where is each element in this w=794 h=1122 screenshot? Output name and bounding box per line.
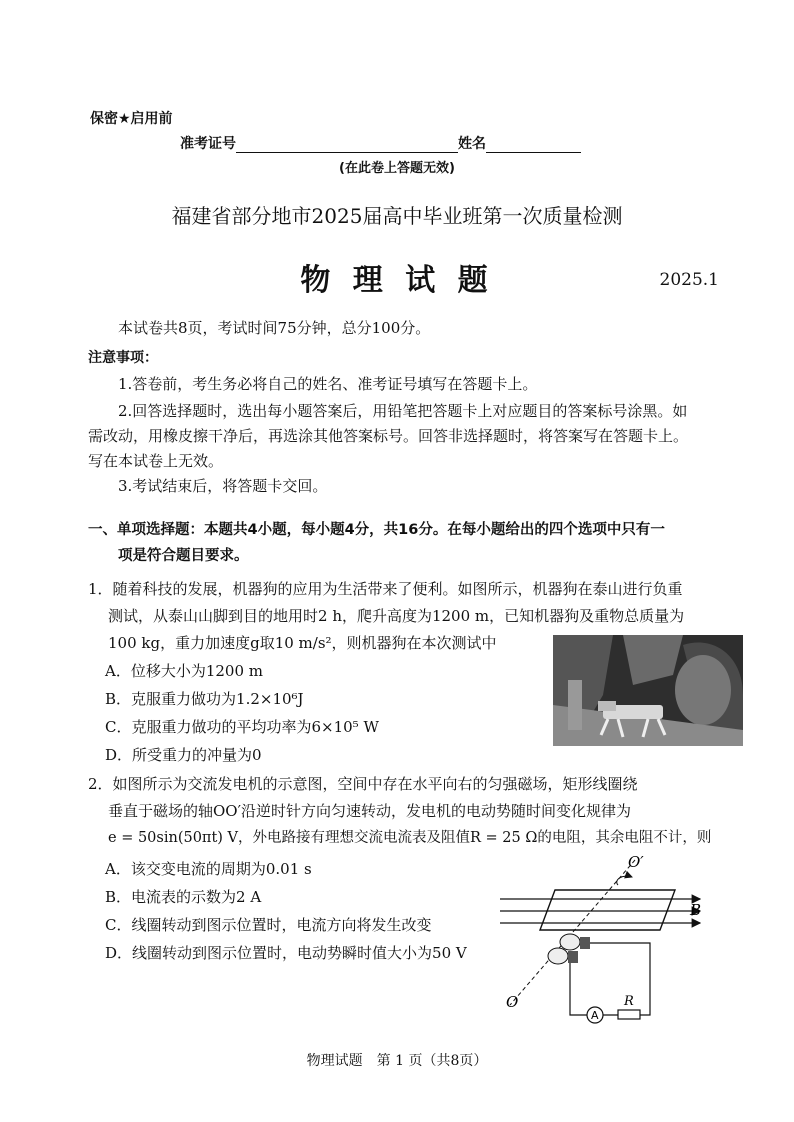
q2-stem-line3: e = 50sin(50πt) V，外电路接有理想交流电流表及阻值R = 25 Ω的电阻，其余电阻不计，则 [108, 830, 712, 846]
slip-ring-upper [560, 934, 580, 950]
q1-option-a: A．位移大小为1200 m [105, 662, 263, 680]
candidate-info-line [180, 133, 581, 153]
ammeter-label: A [591, 1009, 599, 1022]
q1-stem-line1: 1．随着科技的发展，机器狗的应用为生活带来了便利。如图所示，机器狗在泰山进行负重 [88, 580, 683, 598]
exam-title: 福建省部分地市2025届高中毕业班第一次质量检测 [171, 204, 623, 228]
field-label-b: B [690, 901, 702, 919]
confidential-label: 保密★启用前 [90, 111, 173, 127]
ticket-number-label: 准考证号 [180, 136, 236, 152]
rotation-arrow [617, 876, 632, 885]
note-item-1: 1.答卷前，考生务必将自己的姓名、准考证号填写在答题卡上。 [118, 375, 538, 393]
coil-rectangle [540, 890, 675, 930]
q2-option-d: D．线圈转动到图示位置时，电动势瞬时值大小为50 V [105, 944, 467, 962]
brush-upper [580, 937, 590, 949]
section-heading: 一、单项选择题：本题共4小题，每小题4分，共16分。在每小题给出的四个选项中只有一 [88, 522, 665, 538]
q2-option-b: B．电流表的示数为2 A [105, 888, 262, 906]
name-blank [486, 136, 581, 153]
robot-dog-photo [553, 635, 743, 746]
slip-ring-lower [548, 948, 568, 964]
axis-label-o: O [506, 993, 519, 1011]
brush-lower [568, 951, 578, 963]
note-item-2a: 2.回答选择题时，选出每小题答案后，用铅笔把答题卡上对应题目的答案标号涂黑。如 [118, 402, 688, 420]
intro-text: 本试卷共8页，考试时间75分钟，总分100分。 [118, 319, 431, 337]
resistor-icon [618, 1010, 640, 1019]
notes-heading: 注意事项： [88, 350, 158, 366]
subject-title: 物 理 试 题 [300, 263, 494, 298]
note-item-2b: 需改动，用橡皮擦干净后，再选涂其他答案标号。回答非选择题时，将答案写在答题卡上。 [88, 427, 689, 445]
q1-stem-line2: 测试，从泰山山脚到目的地用时2 h，爬升高度为1200 m，已知机器狗及重物总质量为 [108, 607, 685, 625]
name-label: 姓名 [458, 136, 486, 152]
q2-stem-line2: 垂直于磁场的轴OO′沿逆时针方向匀速转动，发电机的电动势随时间变化规律为 [108, 802, 632, 820]
exam-date: 2025.1 [659, 270, 719, 290]
q1-option-d: D．所受重力的冲量为0 [105, 746, 262, 764]
q1-option-c: C．克服重力做功的平均功率为6×10⁵ W [105, 718, 379, 736]
generator-diagram [500, 855, 710, 1035]
q2-stem-line1: 2．如图所示为交流发电机的示意图，空间中存在水平向右的匀强磁场，矩形线圈绕 [88, 775, 638, 793]
ticket-number-blank [236, 136, 458, 153]
q2-option-a: A．该交变电流的周期为0.01 s [105, 860, 312, 878]
q1-option-b: B．克服重力做功为1.2×10⁶J [105, 690, 304, 708]
note-item-2c: 写在本试卷上无效。 [88, 452, 224, 470]
resistor-label: R [624, 994, 634, 1009]
page-footer: 物理试题 第 1 页（共8页） [306, 1053, 488, 1069]
q2-option-c: C．线圈转动到图示位置时，电流方向将发生改变 [105, 916, 432, 934]
rotation-axis [510, 860, 635, 1005]
q1-stem-line3: 100 kg，重力加速度g取10 m/s²，则机器狗在本次测试中 [108, 634, 497, 652]
section-heading-cont: 项是符合题目要求。 [118, 548, 249, 564]
axis-label-o-prime: O′ [628, 855, 644, 871]
note-item-3: 3.考试结束后，将答题卡交回。 [118, 477, 328, 495]
invalid-note: (在此卷上答题无效) [339, 161, 455, 176]
external-circuit [570, 943, 650, 1015]
